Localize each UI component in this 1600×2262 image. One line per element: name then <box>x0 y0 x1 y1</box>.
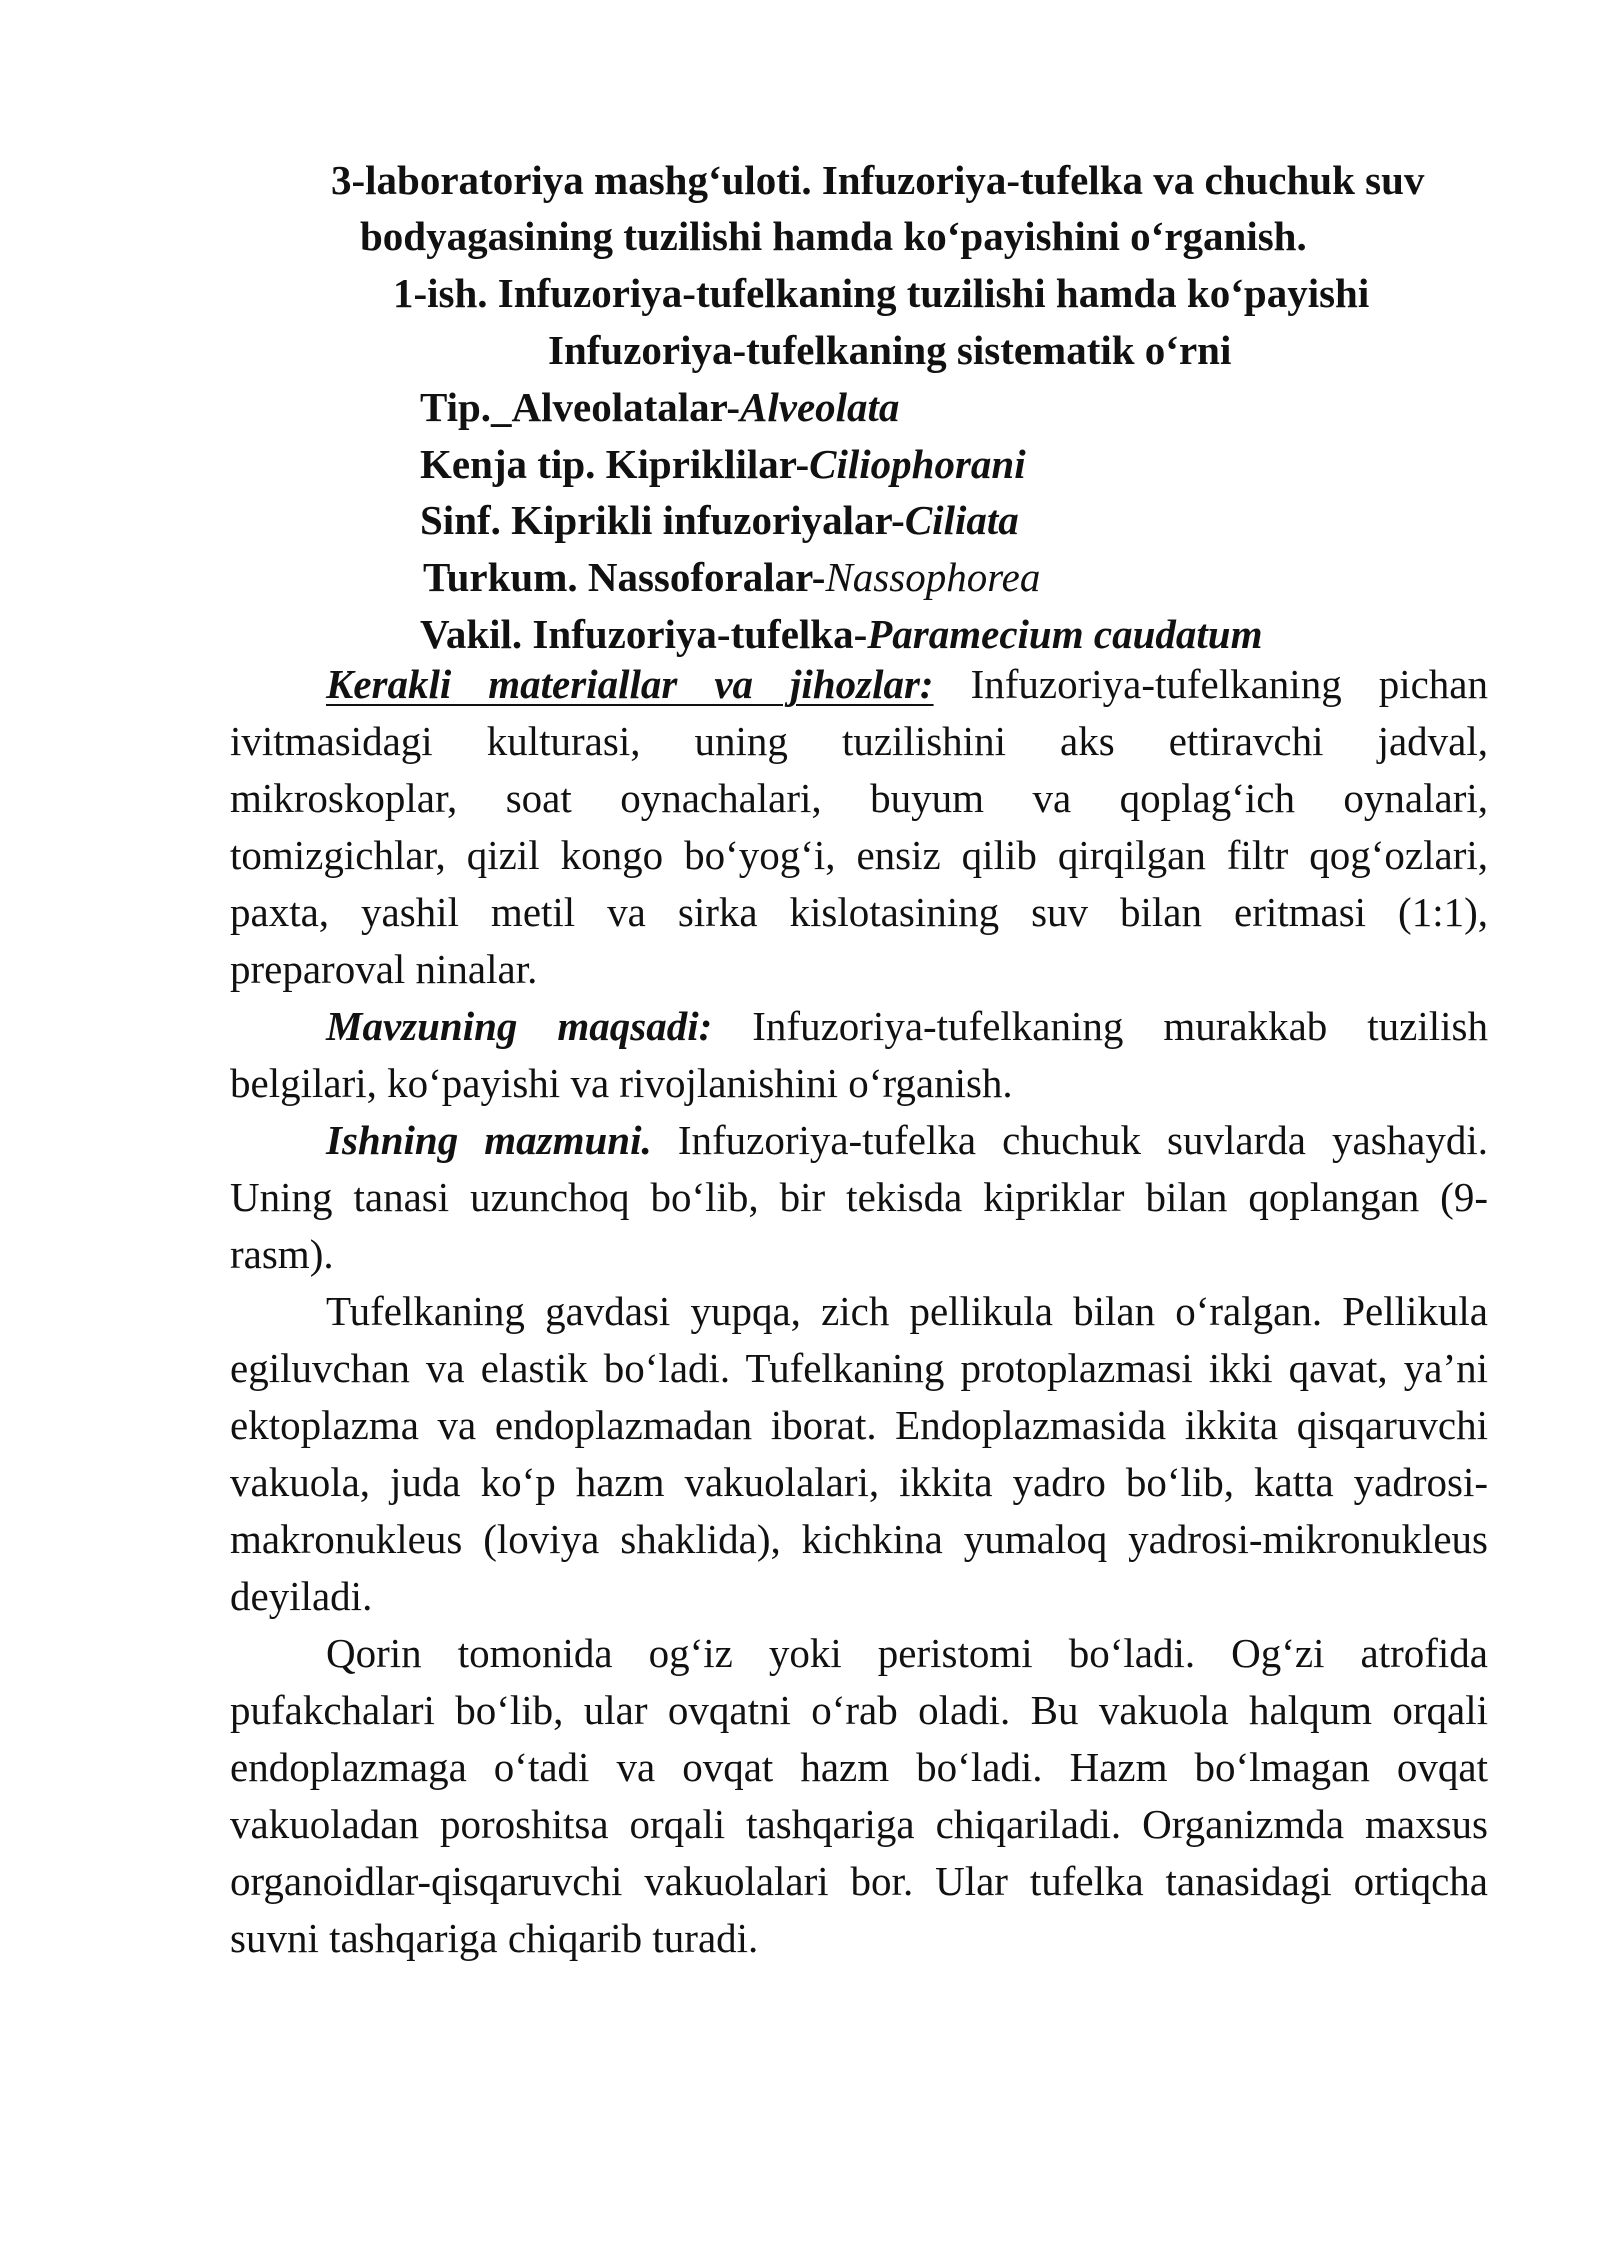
taxonomy-order <box>423 554 1041 600</box>
aim-line: belgilari, ko‘payishi va rivojlanishini o‘rganish. <box>230 1060 1013 1106</box>
title-line-3: 1-ish. Infuzoriya-tufelkaning tuzilishi hamda ko‘payishi <box>393 270 1370 316</box>
materials-first-line <box>326 661 1488 707</box>
taxonomy-latin: Ciliophorani <box>809 441 1026 487</box>
materials-line: paxta, yashil metil va sirka kislotasining suv bilan eritmasi (1:1), <box>230 889 1488 935</box>
paragraph2-line: makronukleus (loviya shaklida), kichkina yumaloq yadrosi-mikronukleus <box>230 1516 1488 1562</box>
content-line: Uning tanasi uzunchoq bo‘lib, bir tekisda kipriklar bilan qoplangan (9- <box>230 1174 1488 1220</box>
materials-line: mikroskoplar, soat oynachalari, buyum va qoplag‘ich oynalari, <box>230 775 1488 821</box>
paragraph3-line: vakuoladan poroshitsa orqali tashqariga chiqariladi. Organizmda maxsus <box>230 1801 1488 1847</box>
taxonomy-label: Vakil. Infuzoriya-tufelka- <box>420 611 868 657</box>
paragraph2-line: Tufelkaning gavdasi yupqa, zich pellikula bilan o‘ralgan. Pellikula <box>326 1288 1488 1334</box>
paragraph2-line: ektoplazma va endoplazmadan iborat. Endoplazmasida ikkita qisqaruvchi <box>230 1402 1488 1448</box>
content-line: rasm). <box>230 1231 334 1277</box>
content-first-line <box>326 1117 1488 1163</box>
taxonomy-label: Sinf. Kiprikli infuzoriyalar- <box>420 497 905 543</box>
materials-line: ivitmasidagi kulturasi, uning tuzilishini aks ettiravchi jadval, <box>230 718 1488 764</box>
taxonomy-label: Tip._Alveolatalar- <box>420 384 741 430</box>
paragraph2-line: egiluvchan va elastik bo‘ladi. Tufelkaning protoplazmasi ikki qavat, ya’ni <box>230 1345 1488 1391</box>
taxonomy-representative <box>420 611 1263 657</box>
content-text: Infuzoriya-tufelka chuchuk suvlarda yashaydi. <box>677 1117 1488 1163</box>
taxonomy-latin: Alveolata <box>740 384 900 430</box>
materials-text: Infuzoriya-tufelkaning pichan <box>970 661 1488 707</box>
content-heading: Ishning mazmuni. <box>326 1117 652 1163</box>
paragraph3-line: pufakchalari bo‘lib, ular ovqatni o‘rab oladi. Bu vakuola halqum orqali <box>230 1687 1488 1733</box>
materials-heading: Kerakli materiallar va jihozlar: <box>326 661 934 707</box>
paragraph3-line: suvni tashqariga chiqarib turadi. <box>230 1915 759 1961</box>
paragraph2-line: deyiladi. <box>230 1573 373 1619</box>
paragraph3-line: organoidlar-qisqaruvchi vakuolalari bor. Ular tufelka tanasidagi ortiqcha <box>230 1858 1488 1904</box>
paragraph2-line: vakuola, juda ko‘p hazm vakuolalari, ikkita yadro bo‘lib, katta yadrosi- <box>230 1459 1488 1505</box>
taxonomy-tip <box>420 384 900 430</box>
aim-first-line <box>326 1003 1488 1049</box>
aim-heading: Mavzuning maqsadi: <box>326 1003 713 1049</box>
title-line-4: Infuzoriya-tufelkaning sistematik o‘rni <box>548 327 1232 373</box>
taxonomy-class <box>420 497 1019 543</box>
paragraph3-line: endoplazmaga o‘tadi va ovqat hazm bo‘ladi. Hazm bo‘lmagan ovqat <box>230 1744 1488 1790</box>
taxonomy-label: Kenja tip. Kipriklilar- <box>420 441 810 487</box>
taxonomy-latin: Paramecium caudatum <box>867 611 1263 657</box>
taxonomy-latin: Nassophorea <box>825 554 1041 600</box>
title-line-1: 3-laboratoriya mashg‘uloti. Infuzoriya-tufelka va chuchuk suv <box>331 157 1425 203</box>
materials-line: preparoval ninalar. <box>230 946 538 992</box>
materials-line: tomizgichlar, qizil kongo bo‘yog‘i, ensiz qilib qirqilgan filtr qog‘ozlari, <box>230 832 1488 878</box>
paragraph3-line: Qorin tomonida og‘iz yoki peristomi bo‘ladi. Og‘zi atrofida <box>326 1630 1488 1676</box>
taxonomy-latin: Ciliata <box>904 497 1019 543</box>
aim-text: Infuzoriya-tufelkaning murakkab tuzilish <box>752 1003 1488 1049</box>
title-line-2: bodyagasining tuzilishi hamda ko‘payishini o‘rganish. <box>360 213 1307 259</box>
taxonomy-subtype <box>420 441 1026 487</box>
taxonomy-label: Turkum. Nassoforalar- <box>423 554 826 600</box>
